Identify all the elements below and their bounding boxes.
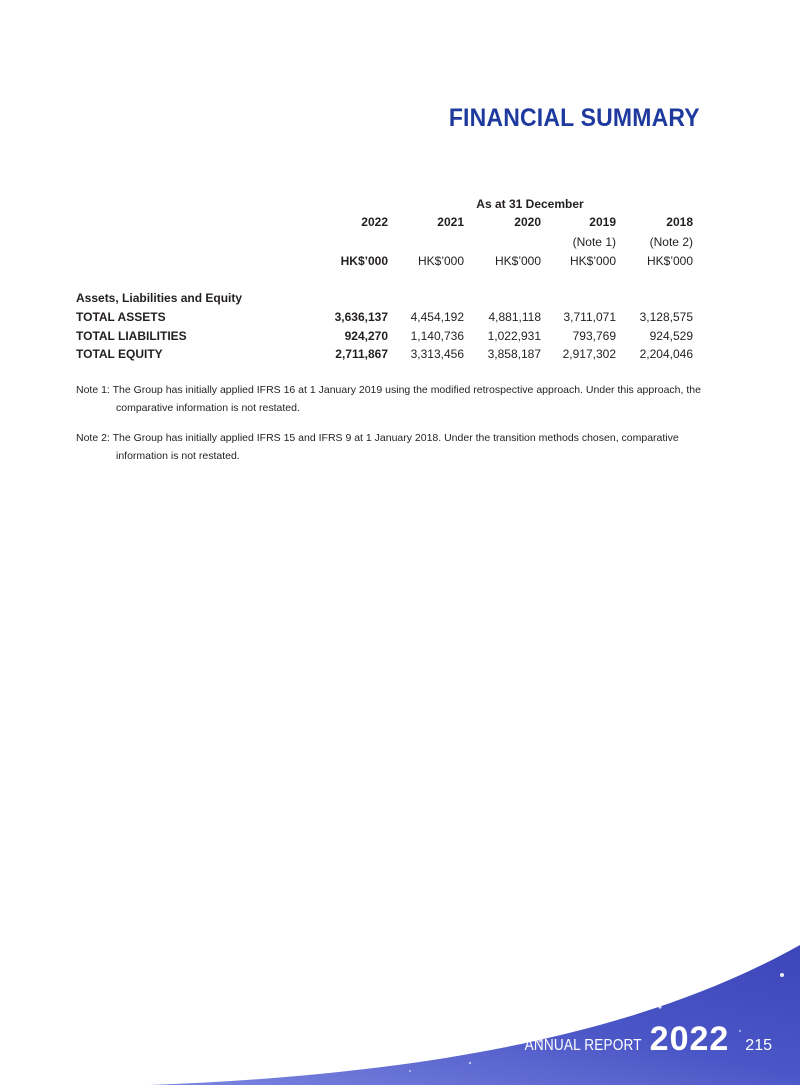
table-cell: 4,881,118 <box>488 310 541 324</box>
annual-report-label: ANNUAL REPORT <box>524 1037 642 1054</box>
sparkle-dot <box>780 973 784 977</box>
table-cell: 2,711,867 <box>335 347 388 361</box>
annual-report-year: 2022 <box>649 1020 730 1058</box>
table-cell: 3,128,575 <box>639 310 693 324</box>
page-title: FINANCIAL SUMMARY <box>448 104 700 132</box>
year-2019: 2019 <box>589 215 616 229</box>
table-cell: 1,022,931 <box>487 329 541 343</box>
year-2020: 2020 <box>514 215 541 229</box>
row-label: TOTAL LIABILITIES <box>76 329 187 343</box>
footer-swoosh <box>150 945 800 1085</box>
table-cell: 2,204,046 <box>639 347 693 361</box>
table-cell: 1,140,736 <box>410 329 464 343</box>
units-row <box>0 254 800 270</box>
unit-2020: HK$’000 <box>494 254 541 268</box>
note-ref-2018: (Note 2) <box>649 235 693 249</box>
table-cell: 3,858,187 <box>487 347 541 361</box>
section-label: Assets, Liabilities and Equity <box>76 291 243 305</box>
footer-band <box>0 945 800 1085</box>
unit-2022: HK$’000 <box>340 254 388 268</box>
table-cell: 3,711,071 <box>563 310 616 324</box>
table-row <box>0 329 800 345</box>
sparkle-dot <box>658 1005 661 1008</box>
unit-2018: HK$’000 <box>646 254 693 268</box>
year-2022: 2022 <box>361 215 388 229</box>
year-header-row <box>0 215 800 231</box>
note-1: Note 1: The Group has initially applied IFRS 16 at 1 January 2019 using the modified retrospective approach. Under this approach, the comparative information is not restated. <box>76 384 701 414</box>
year-2021: 2021 <box>437 215 464 229</box>
note-ref-2019: (Note 1) <box>572 235 616 249</box>
period-label: As at 31 December <box>476 197 584 211</box>
table-cell: 924,270 <box>344 329 388 343</box>
table-cell: 924,529 <box>649 329 693 343</box>
sparkle-dot <box>409 1070 411 1072</box>
table-cell: 793,769 <box>572 329 616 343</box>
year-2018: 2018 <box>666 215 693 229</box>
unit-2019: HK$’000 <box>569 254 616 268</box>
table-cell: 3,636,137 <box>334 310 388 324</box>
note-2: Note 2: The Group has initially applied IFRS 15 and IFRS 9 at 1 January 2018. Under the transition methods chosen, comparative information is not restated. <box>76 432 679 462</box>
unit-2021: HK$’000 <box>417 254 464 268</box>
row-label: TOTAL EQUITY <box>76 347 163 361</box>
table-row <box>0 347 800 363</box>
table-cell: 4,454,192 <box>410 310 464 324</box>
page-number: 215 <box>745 1037 772 1054</box>
table-cell: 3,313,456 <box>410 347 464 361</box>
table-cell: 2,917,302 <box>562 347 616 361</box>
row-label: TOTAL ASSETS <box>76 310 166 324</box>
sparkle-dot <box>469 1062 471 1064</box>
footer-text <box>504 1020 772 1059</box>
note-ref-row <box>0 235 800 251</box>
table-row <box>0 310 800 326</box>
